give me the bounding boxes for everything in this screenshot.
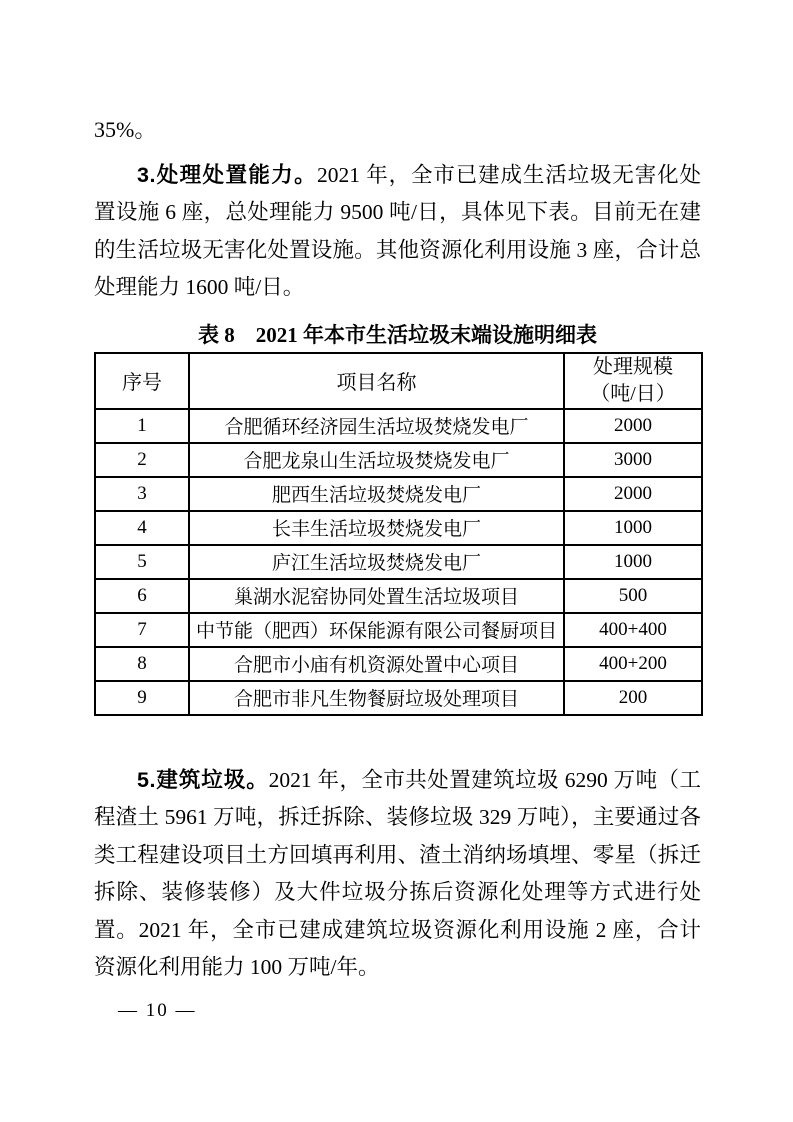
page-content <box>94 111 701 987</box>
cell-scale: 1000 <box>564 511 702 545</box>
cell-index: 8 <box>95 647 189 681</box>
cell-index: 6 <box>95 579 189 613</box>
cell-scale: 400+400 <box>564 613 702 647</box>
paragraph-lead-construction: 5.建筑垃圾。 <box>137 767 269 792</box>
table-row <box>95 511 702 545</box>
page-number: — 10 — <box>118 1000 197 1021</box>
cell-scale: 2000 <box>564 409 702 443</box>
cell-project-name: 长丰生活垃圾焚烧发电厂 <box>189 511 564 545</box>
paragraph-body-capacity: 2021 年，全市已建成生活垃圾无害化处置设施 6 座，总处理能力 9500 吨/日，具体见下表。目前无在建的生活垃圾无害化处置设施。其他资源化利用设施 3 座，合计总处理能力 1600 吨/日。 <box>94 162 701 299</box>
table-row <box>95 409 702 443</box>
cell-scale: 200 <box>564 681 702 715</box>
facilities-table <box>94 352 703 716</box>
header-project-name: 项目名称 <box>189 353 564 409</box>
table-row <box>95 613 702 647</box>
cell-project-name: 合肥市非凡生物餐厨垃圾处理项目 <box>189 681 564 715</box>
cell-scale: 1000 <box>564 545 702 579</box>
facilities-table-body <box>95 409 702 715</box>
cell-scale: 2000 <box>564 477 702 511</box>
cell-scale: 400+200 <box>564 647 702 681</box>
cell-project-name: 肥西生活垃圾焚烧发电厂 <box>189 477 564 511</box>
cell-index: 9 <box>95 681 189 715</box>
cell-index: 3 <box>95 477 189 511</box>
table-title: 表 8 2021 年本市生活垃圾末端设施明细表 <box>198 322 597 347</box>
cell-index: 2 <box>95 443 189 477</box>
header-scale-line2: （吨/日） <box>590 382 676 405</box>
cell-index: 5 <box>95 545 189 579</box>
cell-scale: 500 <box>564 579 702 613</box>
header-scale <box>564 353 702 409</box>
paragraph-body-construction: 2021 年，全市共处置建筑垃圾 6290 万吨（工程渣土 5961 万吨，拆迁拆除、装修垃圾 329 万吨），主要通过各类工程建设项目土方回填再利用、渣土消纳场填埋、零星（拆迁拆除、装修装修）及大件垃圾分拣后资源化处理等方式进行处置。2021 年，全市已建成建筑垃圾资源化利用设施 2 座，合计资源化利用能力 100 万吨/年。 <box>94 767 701 979</box>
cell-project-name: 合肥循环经济园生活垃圾焚烧发电厂 <box>189 409 564 443</box>
cell-index: 4 <box>95 511 189 545</box>
table-row <box>95 545 702 579</box>
cell-project-name: 庐江生活垃圾焚烧发电厂 <box>189 545 564 579</box>
cell-project-name: 中节能（肥西）环保能源有限公司餐厨项目 <box>189 613 564 647</box>
table-row <box>95 681 702 715</box>
cell-project-name: 合肥龙泉山生活垃圾焚烧发电厂 <box>189 443 564 477</box>
paragraph-fragment: 35%。 <box>94 117 157 142</box>
cell-project-name: 合肥市小庙有机资源处置中心项目 <box>189 647 564 681</box>
table-row <box>95 443 702 477</box>
table-row <box>95 647 702 681</box>
cell-index: 7 <box>95 613 189 647</box>
cell-index: 1 <box>95 409 189 443</box>
table-header-row <box>95 353 702 409</box>
facilities-table-header <box>95 353 702 409</box>
cell-scale: 3000 <box>564 443 702 477</box>
paragraph-treatment-capacity <box>94 157 701 307</box>
paragraph-lead-capacity: 3.处理处置能力。 <box>137 162 317 187</box>
header-scale-line1: 处理规模 <box>593 355 673 378</box>
paragraph-construction-waste <box>94 762 701 987</box>
table-row <box>95 579 702 613</box>
header-index: 序号 <box>95 353 189 409</box>
cell-project-name: 巢湖水泥窑协同处置生活垃圾项目 <box>189 579 564 613</box>
table-row <box>95 477 702 511</box>
